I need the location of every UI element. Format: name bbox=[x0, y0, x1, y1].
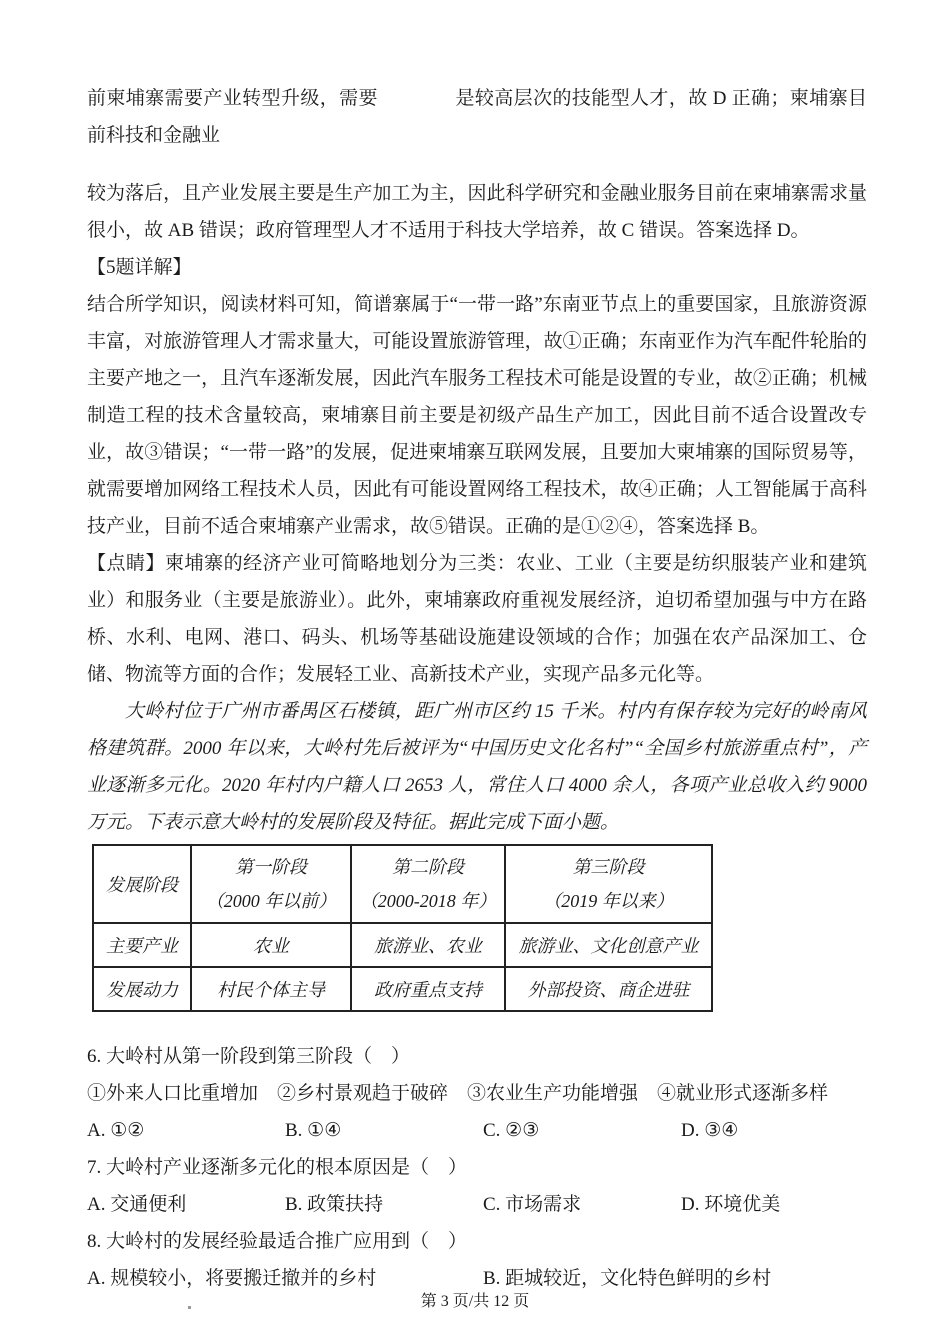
question-7-options bbox=[87, 1186, 867, 1223]
q7-option-c: C. 市场需求 bbox=[483, 1194, 582, 1215]
question-6-items: ①外来人口比重增加 ②乡村景观趋于破碎 ③农业生产功能增强 ④就业形式逐渐多样 bbox=[87, 1083, 829, 1104]
main-industry-stage3: 旅游业、文化创意产业 bbox=[505, 923, 712, 967]
answer4-continuation-line: 前柬埔寨需要产业转型升级，需要 是较高层次的技能型人才，故 D 正确；柬埔寨目前科技和金融业 bbox=[87, 88, 867, 146]
stage1-period: （2000 年以前） bbox=[205, 891, 337, 911]
question-8-stem: 8. 大岭村的发展经验最适合推广应用到（ ） bbox=[87, 1231, 468, 1252]
row-label-development-driver: 发展动力 bbox=[93, 967, 191, 1011]
answer4-continuation-rest: 较为落后，且产业发展主要是生产加工为主，因此科学研究和金融业服务目前在柬埔寨需求量很小，故 AB 错误；政府管理型人才不适用于科技大学培养，故 C 错误。答案选择 D。 bbox=[87, 183, 867, 241]
q6-option-c: C. ②③ bbox=[483, 1120, 540, 1141]
table-header-row bbox=[93, 845, 712, 923]
detail5-heading: 【5题详解】 bbox=[87, 257, 192, 278]
q6-option-a: A. ①② bbox=[87, 1120, 145, 1141]
scan-artifact-dot bbox=[188, 1306, 191, 1309]
q8-option-a: A. 规模较小，将要搬迁撤并的乡村 bbox=[87, 1268, 377, 1289]
table-row-development-driver bbox=[93, 967, 712, 1011]
material-paragraph: 大岭村位于广州市番禺区石楼镇，距广州市区约 15 千米。村内有保存较为完好的岭南风格建筑群。2000 年以来，大岭村先后被评为“中国历史文化名村”“全国乡村旅游重点村”，产业逐渐多元化。2020 年村内户籍人口 2653 人，常住人口 4000 余人，各项产业总收入约 9000 万元。下表示意大岭村的发展阶段及特征。据此完成下面小题。 bbox=[87, 701, 867, 833]
q7-option-d: D. 环境优美 bbox=[681, 1194, 781, 1215]
question-6-stem: 6. 大岭村从第一阶段到第三阶段（ ） bbox=[87, 1046, 411, 1067]
main-industry-stage2: 旅游业、农业 bbox=[351, 923, 505, 967]
header-stage-2 bbox=[351, 845, 505, 923]
q6-option-b: B. ①④ bbox=[285, 1120, 342, 1141]
q8-option-b: B. 距城较近，文化特色鲜明的乡村 bbox=[483, 1268, 772, 1289]
driver-stage1: 村民个体主导 bbox=[191, 967, 351, 1011]
stage3-period: （2019 年以来） bbox=[543, 891, 674, 911]
stage2-period: （2000-2018 年） bbox=[359, 891, 497, 911]
header-development-stage: 发展阶段 bbox=[93, 845, 191, 923]
stage1-title: 第一阶段 bbox=[235, 857, 307, 877]
driver-stage3: 外部投资、商企进驻 bbox=[505, 967, 712, 1011]
header-stage-1 bbox=[191, 845, 351, 923]
page-number: 第 3 页/共 12 页 bbox=[420, 1293, 530, 1310]
q7-option-a: A. 交通便利 bbox=[87, 1194, 187, 1215]
row-label-main-industry: 主要产业 bbox=[93, 923, 191, 967]
detail5-body: 结合所学知识，阅读材料可知，简谱寨属于“一带一路”东南亚节点上的重要国家，且旅游资源丰富，对旅游管理人才需求量大，可能设置旅游管理，故①正确；东南亚作为汽车配件轮胎的主要产地之一，且汽车逐渐发展，因此汽车服务工程技术可能是设置的专业，故②正确；机械制造工程的技术含量较高，柬埔寨目前主要是初级产品生产加工，因此目前不适合设置改专业，故③错误；“一带一路”的发展，促进柬埔寨互联网发展，且要加大柬埔寨的国际贸易等，就需要增加网络工程技术人员，因此有可能设置网络工程技术，故④正确；人工智能属于高科技产业，目前不适合柬埔寨产业需求，故⑤错误。正确的是①②④，答案选择 B。 bbox=[87, 294, 867, 537]
header-stage-3 bbox=[505, 845, 712, 923]
question-7-stem: 7. 大岭村产业逐渐多元化的根本原因是（ ） bbox=[87, 1157, 468, 1178]
stage2-title: 第二阶段 bbox=[392, 857, 464, 877]
dianjing-note: 【点睛】柬埔寨的经济产业可简略地划分为三类：农业、工业（主要是纺织服装产业和建筑业）和服务业（主要是旅游业）。此外，柬埔寨政府重视发展经济，迫切希望加强与中方在路桥、水利、电网、港口、码头、机场等基础设施建设领域的合作；加强在农产品深加工、仓储、物流等方面的合作；发展轻工业、高新技术产业，实现产品多元化等。 bbox=[87, 553, 867, 685]
question-6-options bbox=[87, 1112, 867, 1149]
stage3-title: 第三阶段 bbox=[572, 857, 645, 877]
q7-option-b: B. 政策扶持 bbox=[285, 1194, 384, 1215]
driver-stage2: 政府重点支持 bbox=[351, 967, 505, 1011]
q6-option-d: D. ③④ bbox=[681, 1120, 739, 1141]
table-row-main-industry bbox=[93, 923, 712, 967]
development-stages-table bbox=[92, 844, 713, 1012]
main-industry-stage1: 农业 bbox=[191, 923, 351, 967]
